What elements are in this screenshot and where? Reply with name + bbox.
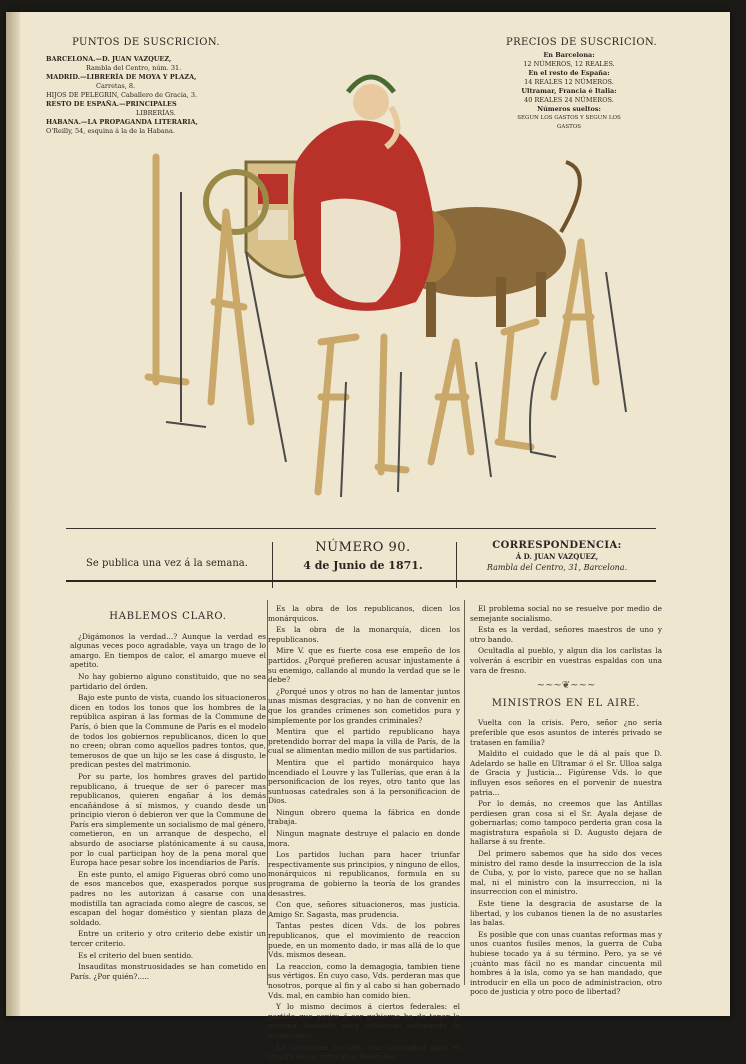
paragraph: La Commune ha sido una calamidad para el triunfo de los principios federales.: [268, 1042, 460, 1062]
price-line: 12 NÚMEROS, 12 REALES.: [523, 60, 615, 68]
column-3: [470, 604, 662, 999]
paragraph: Insauditas monstruosidades se han cometido en París. ¿Por quién?.....: [70, 962, 266, 981]
paragraph: Tantas pestes dicen Vds. de los pobres republicanos, que el movimiento de reaccion puede, en un momento dado, ir mas allá de lo que Vds. mismos desean.: [268, 921, 460, 960]
price-line: En Barcelona:: [543, 51, 595, 59]
paragraph: Mentira que el partido republicano haya pretendido borrar del mapa la villa de París, de la cual se alimentan medio millon de sus partidarios.: [268, 727, 460, 756]
column-separator: [464, 600, 465, 985]
paragraph: Entre un criterio y otro criterio debe existir un tercer criterio.: [70, 929, 266, 948]
paragraph: Es el criterio del buen sentido.: [78, 950, 194, 960]
newspaper-page: [6, 12, 730, 1062]
price-line: Ultramar, Francia é Italia:: [521, 87, 617, 95]
allegorical-figure: [294, 77, 435, 311]
subscription-point-line: HIJOS DE PELEGRIN, Caballero de Gracia, 3.: [46, 91, 198, 99]
correspondence-name: Á D. JUAN VAZQUEZ,: [515, 552, 599, 561]
paragraph: Mire V. que es fuerte cosa ese empeño de los partidos. ¿Porqué prefieren acusar injustamente á su enemigo, callando al mundo la verdad que se le debe?: [268, 646, 460, 685]
paragraph: Ocultadla al pueblo, y algun dia los carlistas la volverán á escribir en vuestras espaldas con una vara de fresno.: [470, 646, 662, 675]
paragraph: En este punto, el amigo Figueras obró como uno de esos mancebos que, exasperados porque sus padres no les autorizan á casarse con una modistilla tan agraciada como alegre de cascos, se escapan del hogar doméstico y sientan plaza de soldado.: [70, 869, 266, 927]
paragraph: Los partidos luchan para hacer triunfar respectivamente sus principios, y ninguno de ellos, monárquicos ni republicanos, formula en su programa de gobierno la teoría de los grandes desastres.: [268, 850, 460, 898]
paragraph: El problema social no se resuelve por medio de semejante socialismo.: [470, 604, 662, 623]
paragraph: Es la obra de los republicanos, dicen los monárquicos.: [268, 604, 460, 623]
article-title: HABLEMOS CLARO.: [109, 611, 227, 622]
paragraph: No hay gobierno alguno constituido, que no sea partidario del órden.: [70, 671, 266, 691]
subscription-point-line: O'Reilly, 54, esquina á la de la Habana.: [46, 127, 175, 135]
price-line: SEGUN LOS GASTOS Y SEGUN LOS GASTOS: [517, 115, 621, 130]
article-title: MINISTROS EN EL AIRE.: [491, 697, 641, 709]
paragraph: Es posible que con unas cuantas reformas mas y unos cuantos fusiles menos, la guerra de Cuba hubiese tocado ya á su término. Pero, ya se vé ¡cuánto mas fácil no es mandar cincuenta mil hombres á la isla, como ya se han mandado, que introducir en ella un poco de administracion, otro poco de justicia y otro poco de libertad?: [470, 929, 662, 997]
paragraph: Por lo demás, no creemos que las Antillas perdiesen gran cosa si el Sr. Ayala dejase de gobernarlas; como tampoco perderia gran cosa la magistratura española si D. Augusto dejara de hallarse á su frente.: [470, 799, 662, 847]
subscription-points-title: PUNTOS DE SUSCRICION.: [72, 37, 220, 48]
issue-date: 4 de Junio de 1871.: [303, 559, 423, 572]
subscription-point-line: BARCELONA.—D. JUAN VAZQUEZ,: [46, 55, 172, 63]
paragraph: Es la obra de la monarquía, dicen los republicanos.: [268, 625, 460, 644]
paragraph: Ningun magnate destruye el palacio en donde mora.: [268, 829, 460, 848]
paragraph: Esta es la verdad, señores maestros de uno y otro bando.: [470, 625, 662, 644]
subscription-point-line: Carretas, 8.: [96, 82, 136, 90]
masthead-illustration: [126, 52, 646, 512]
price-line: 14 REALES 12 NÚMEROS.: [524, 78, 614, 86]
correspondence-address: Rambla del Centro, 31, Barcelona.: [486, 563, 628, 572]
paragraph: Bajo este punto de vista, cuando los situacioneros dicen en todos los tonos que los hombres de la república aspiran á las formas de la Commune de París, ó bien que la Commune de París es el modelo de todos los gobiernos republicanos, dicen lo que no creen; obran como aquellos padres tontos, que, temerosos de que un hijo se les case á disgusto, le predican pestes del matrimonio.: [70, 693, 266, 770]
subscription-point-line: LIBRERÍAS.: [136, 109, 176, 117]
paragraph: Maldito el cuidado que le dá al país que D. Adelardo se halle en Ultramar ó el Sr. Ulloa salga de Gracia y Justicia... Figúrense Vds. lo que influyen esos señores en el porvenir de nuestra patria...: [470, 749, 662, 797]
paragraph: Con que, señores situacioneros, mas justicia. Amigo Sr. Sagasta, mas prudencia.: [268, 900, 460, 919]
paragraph: ¿Porqué unos y otros no han de lamentar juntos unas mismas desgracias, y no han de convenir en que los grandes crímenes son cometidos pura y simplemente por los grandes criminales?: [268, 686, 460, 725]
paragraph: Del primero sabemos que ha sido dos veces ministro del ramo desde la insurreccion de la isla de Cuba, y, por lo visto, parece que no se hallan mal, ni el ministro con la insurreccion, ni la insurreccion con el ministro.: [470, 849, 662, 897]
column-1: [70, 604, 266, 983]
paragraph: Ningun obrero quema la fábrica en donde trabaja.: [268, 807, 460, 827]
ornament-divider: ~~~❦~~~: [536, 680, 596, 692]
paragraph: Este tiene la desgracia de asustarse de la libertad, y los cubanos tienen la de no asustarles las balas.: [470, 899, 662, 928]
price-line: En el resto de España:: [528, 69, 610, 77]
subscription-point-line: RESTO DE ESPAÑA.—PRINCIPALES: [46, 100, 177, 108]
paragraph: Por su parte, los hombres graves del partido republicano, á trueque de ser ó parecer mas republicanos, quieren engañar á los demás encañándose á sí mismos, y cuando desde un principio vieron ó debieron ver que la Commune de París era simplemente un socialismo de mal género, cometieron, en un arranque de despecho, el absurdo de asociarse platónicamente á su causa, por lo cual participan hoy de la pena moral que Europa hace pesar sobre los incendiarios de París.: [70, 771, 266, 868]
page-binding-edge: [6, 12, 20, 1016]
paragraph: Vuelta con la crisis. Pero, señor ¿no seria preferible que esos asuntos de interés privado se tratasen en familia?: [470, 718, 662, 747]
subscription-point-line: MADRID.—LIBRERÍA DE MOYA Y PLAZA,: [46, 73, 197, 81]
price-line: Números sueltos:: [537, 105, 601, 113]
issue-number: NÚMERO 90.: [315, 540, 411, 555]
column-2: [268, 604, 460, 1064]
top-rule: [66, 528, 656, 529]
frequency-text: Se publica una vez á la semana.: [86, 558, 248, 569]
paragraph: Y lo mismo decimos á ciertos federales: el partido que aspire á ser gobierno ha de tener la energía bastante para condenar netamente lo abominable.: [268, 1002, 460, 1040]
subscription-prices-title: PRECIOS DE SUSCRICION.: [506, 37, 658, 48]
correspondence-title: CORRESPONDENCIA:: [492, 540, 622, 551]
bottom-rule: [66, 580, 656, 582]
paragraph: ¿Digámonos la verdad...? Aunque la verdad es algunas veces poco agradable, vaya un trago de lo amargo. En tiempos de calor, el amargo mueve el apetito.: [70, 631, 266, 670]
subscription-point-line: HABANA.—LA PROPAGANDA LITERARIA,: [46, 118, 198, 126]
paragraph: Mentira que el partido monárquico haya incendiado el Louvre y las Tullerías, que eran á la personificacion de los reyes, otro tanto que las suntuosas catedrales son á la personificacion de Dios.: [268, 757, 460, 806]
paragraph: La reaccion, como la demagogia, tambien tiene sus vértigos. En cuyo caso, Vds. perderan mas que nosotros, porque al fin y al cabo si han gobernado Vds. mal, en cambio han comido bien.: [268, 961, 460, 1000]
price-line: 40 REALES 24 NÚMEROS.: [524, 96, 614, 104]
subscription-point-line: Rambla del Centro, núm. 31.: [86, 64, 182, 72]
